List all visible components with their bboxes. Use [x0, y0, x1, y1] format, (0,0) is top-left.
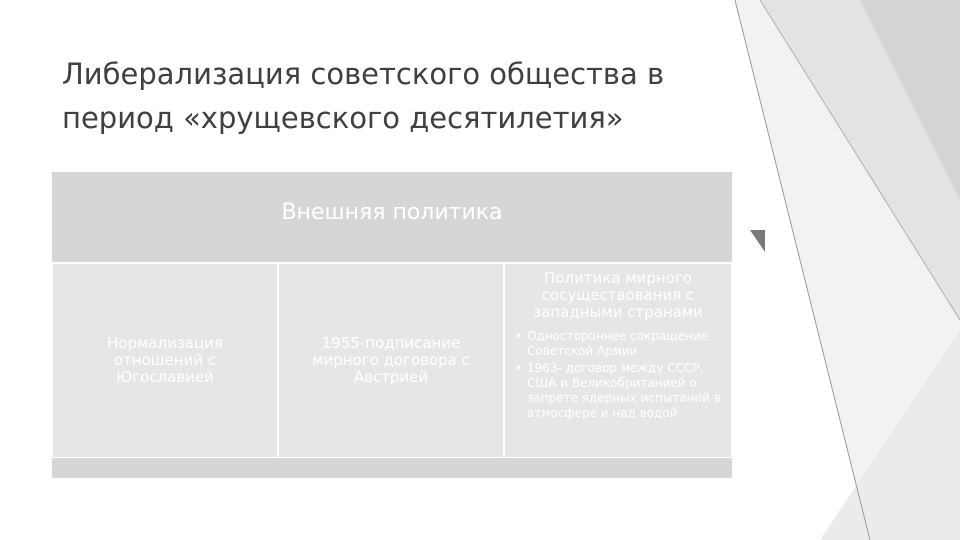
- box-peaceful-coexistence: [504, 264, 732, 457]
- bullet-item: [515, 329, 721, 359]
- slide-title: Либерализация советского общества в период «хрущевского десятилетия»: [62, 57, 665, 135]
- decor-arrow-marker: [750, 230, 765, 252]
- bullet-list: [515, 329, 721, 421]
- diagram-footer-bar: [52, 458, 732, 478]
- diagram-header: [52, 172, 732, 262]
- bullet-icon: •: [515, 361, 523, 375]
- box-yugoslavia-label: Нормализация отношений с Югославией: [107, 334, 223, 386]
- box-austria: [278, 264, 504, 457]
- bullet-icon: •: [515, 329, 523, 343]
- bullet-item: [515, 361, 721, 421]
- box-peaceful-coexistence-label: Политика мирного сосуществования с западными странами: [533, 269, 703, 321]
- box-austria-label: 1955-подписание мирного договора с Австрией: [312, 334, 470, 386]
- diagram: [52, 172, 732, 478]
- diagram-header-label: Внешняя политика: [281, 200, 503, 225]
- bullet-text: 1963- договор между СССР, США и Великобританией о запрете ядерных испытаний в атмосфере и над водой: [527, 361, 721, 420]
- bullet-text: Одностороннее сокращение Советской Армии: [527, 329, 708, 358]
- box-yugoslavia: [52, 264, 278, 457]
